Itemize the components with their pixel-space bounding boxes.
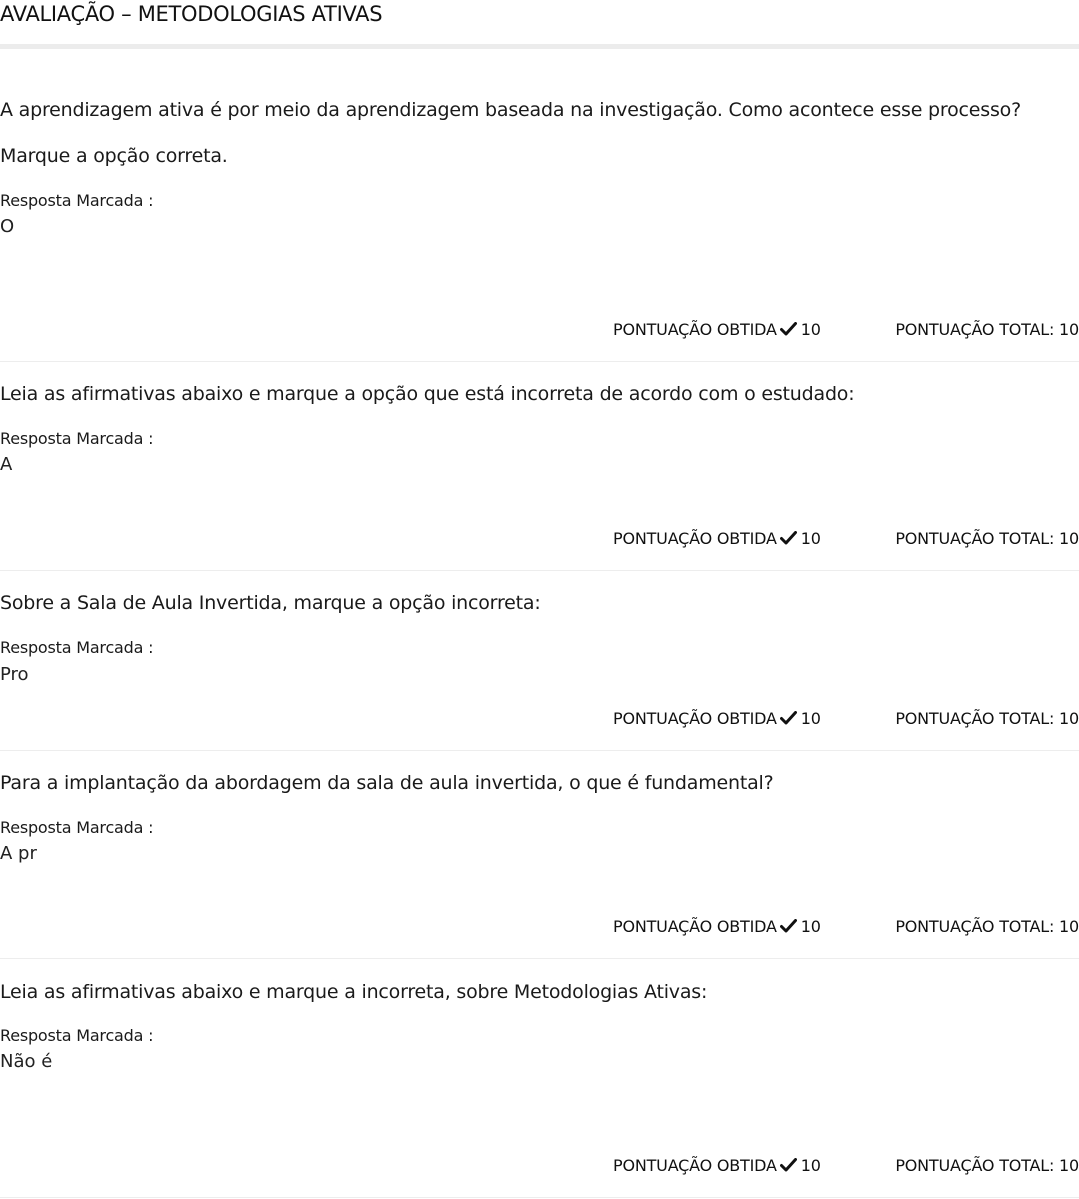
score-row: [0, 529, 1079, 553]
score-obtained-value: 10: [800, 917, 821, 936]
question-divider: [0, 958, 1079, 959]
page-title: AVALIAÇÃO – METODOLOGIAS ATIVAS: [0, 2, 383, 26]
score-obtained-value: 10: [800, 320, 821, 339]
score-total: [895, 917, 1079, 936]
answer-label: Resposta Marcada :: [0, 638, 154, 657]
question-divider: [0, 361, 1079, 362]
score-obtained-value: 10: [800, 529, 821, 548]
answer-label: Resposta Marcada :: [0, 1026, 154, 1045]
score-row: [0, 1156, 1079, 1180]
check-icon: [780, 531, 797, 545]
answer-value: Não é: [0, 1051, 53, 1072]
score-total-label: PONTUAÇÃO TOTAL:: [895, 529, 1055, 548]
score-obtained-value: 10: [800, 1156, 821, 1175]
score-obtained-label: PONTUAÇÃO OBTIDA: [613, 709, 777, 728]
answer-value: A pr: [0, 843, 37, 864]
score-total-label: PONTUAÇÃO TOTAL:: [895, 917, 1055, 936]
score-total: [895, 709, 1079, 728]
score-total-value: 10: [1059, 917, 1079, 936]
score-total-value: 10: [1059, 320, 1079, 339]
score-obtained-label: PONTUAÇÃO OBTIDA: [613, 320, 777, 339]
score-obtained-value: 10: [800, 709, 821, 728]
question-text: Leia as afirmativas abaixo e marque a incorreta, sobre Metodologias Ativas:: [0, 981, 708, 1003]
score-obtained: [613, 320, 821, 339]
question-divider: [0, 570, 1079, 571]
score-total: [895, 1156, 1079, 1175]
answer-value: O: [0, 216, 15, 237]
answer-label: Resposta Marcada :: [0, 191, 154, 210]
question-divider: [0, 1197, 1079, 1198]
question-text: A aprendizagem ativa é por meio da aprendizagem baseada na investigação. Como acontece esse processo?: [0, 99, 1021, 121]
check-icon: [780, 322, 797, 336]
check-icon: [780, 919, 797, 933]
score-total-value: 10: [1059, 709, 1079, 728]
question-text-line-2: Marque a opção correta.: [0, 145, 228, 167]
score-row: [0, 320, 1079, 344]
score-total-value: 10: [1059, 529, 1079, 548]
question-text: Leia as afirmativas abaixo e marque a opção que está incorreta de acordo com o estudado:: [0, 383, 855, 405]
check-icon: [780, 711, 797, 725]
score-obtained: [613, 1156, 821, 1175]
question-text: Sobre a Sala de Aula Invertida, marque a opção incorreta:: [0, 592, 541, 614]
check-icon: [780, 1158, 797, 1172]
answer-label: Resposta Marcada :: [0, 818, 154, 837]
score-total: [895, 529, 1079, 548]
score-obtained-label: PONTUAÇÃO OBTIDA: [613, 917, 777, 936]
score-obtained: [613, 917, 821, 936]
score-total-label: PONTUAÇÃO TOTAL:: [895, 320, 1055, 339]
score-row: [0, 709, 1079, 733]
score-row: [0, 917, 1079, 941]
score-total-label: PONTUAÇÃO TOTAL:: [895, 709, 1055, 728]
score-obtained: [613, 709, 821, 728]
score-total-value: 10: [1059, 1156, 1079, 1175]
score-obtained-label: PONTUAÇÃO OBTIDA: [613, 1156, 777, 1175]
score-obtained: [613, 529, 821, 548]
title-divider: [0, 44, 1079, 49]
answer-value: A: [0, 454, 13, 475]
score-obtained-label: PONTUAÇÃO OBTIDA: [613, 529, 777, 548]
answer-label: Resposta Marcada :: [0, 429, 154, 448]
question-text: Para a implantação da abordagem da sala de aula invertida, o que é fundamental?: [0, 772, 774, 794]
score-total-label: PONTUAÇÃO TOTAL:: [895, 1156, 1055, 1175]
score-total: [895, 320, 1079, 339]
answer-value: Pro: [0, 664, 29, 685]
question-divider: [0, 750, 1079, 751]
